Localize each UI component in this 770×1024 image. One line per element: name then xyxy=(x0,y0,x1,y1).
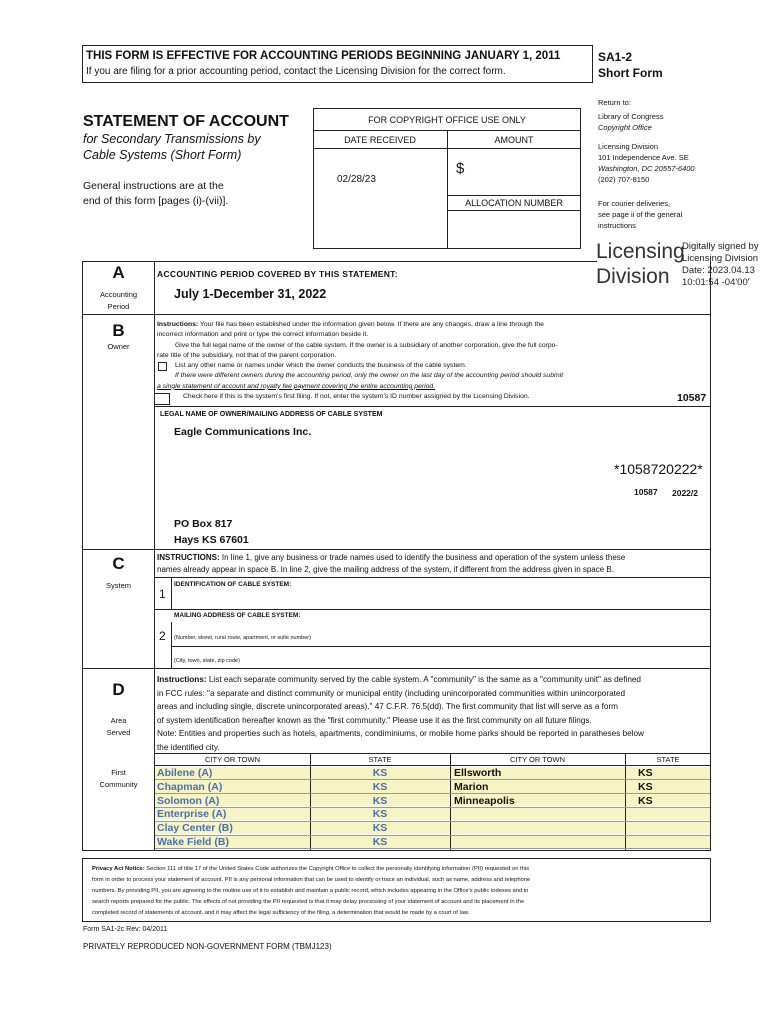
signature-signed-2: Licensing Division xyxy=(682,253,759,264)
section-b-instr-8: Check here if this is the system’s first filing. If not, enter the system’s ID number assigned by the Licensing Division. xyxy=(183,393,530,401)
section-d-instr-1: List each separate community served by the cable system. A "community" is the same as a "community unit" as defined xyxy=(206,675,641,684)
community-city: Abilene (A) xyxy=(157,767,213,779)
section-c-instr-label: INSTRUCTIONS: xyxy=(157,553,220,562)
return-licensing-division: Licensing Division xyxy=(598,142,659,151)
return-to-block xyxy=(598,97,695,231)
community-city: Ellsworth xyxy=(454,767,502,779)
signature-date: Date: 2023.04.13 xyxy=(682,265,755,276)
section-b-instr-label: Instructions: xyxy=(157,321,199,328)
signature-details xyxy=(682,241,759,289)
office-use-header: FOR COPYRIGHT OFFICE USE ONLY xyxy=(368,115,526,125)
signature-time: 10:01:54 -04'00' xyxy=(682,277,750,288)
amount-dollar: $ xyxy=(456,160,465,177)
title-sub-1: for Secondary Transmissions by xyxy=(83,132,261,146)
first-filing-checkbox[interactable] xyxy=(154,393,170,405)
section-b-instr-2: incorrect information and print or type the correct information beside it. xyxy=(157,331,369,339)
col-state-right: STATE xyxy=(656,755,680,764)
form-type: Short Form xyxy=(598,66,663,80)
courier-1: For courier deliveries, xyxy=(598,199,671,208)
privacy-line-4: search reports prepared for the public. The effects of not providing the PII requested is that it may delay processing of your statement of account and its placement in the xyxy=(92,899,525,905)
section-c-label: System xyxy=(105,581,131,590)
section-a-label-2: Period xyxy=(107,302,130,311)
page-title: STATEMENT OF ACCOUNT xyxy=(83,113,289,130)
community-city: Chapman (A) xyxy=(157,780,223,793)
community-state: KS xyxy=(372,822,388,835)
signature-signed-1: Digitally signed by xyxy=(682,241,759,252)
date-received-value: 02/28/23 xyxy=(337,174,376,185)
section-c-instr-1: In line 1, give any business or trade names used to identify the business and operation of the system unless these xyxy=(219,553,626,562)
section-c-instr-2: names already appear in space B. In line 2, give the mailing address of the system, if different from the address given in space B. xyxy=(157,564,614,574)
section-d-instructions xyxy=(157,673,644,755)
mailing-address-label: MAILING ADDRESS OF CABLE SYSTEM: xyxy=(174,612,301,619)
line-2-hint-2: (City, town, state, zip code) xyxy=(174,658,240,664)
section-c-letter: C xyxy=(112,554,125,573)
accounting-period-value: July 1-December 31, 2022 xyxy=(174,287,327,301)
community-cell-bg xyxy=(451,808,625,820)
section-b-instr-7: a single statement of account and royalty fee payment covering the entire accounting period. xyxy=(157,382,436,390)
community-cell-bg xyxy=(451,836,625,848)
section-b-instr-4: rate title of the subsidiary, not that of the parent corporation. xyxy=(157,351,337,359)
section-a-letter: A xyxy=(112,263,125,282)
system-id-number: 10587 xyxy=(677,392,707,404)
date-received-label: DATE RECEIVED xyxy=(344,135,416,145)
community-state: KS xyxy=(638,780,653,793)
community-state: KS xyxy=(372,780,388,793)
courier-3: instructions xyxy=(598,221,636,230)
community-state: KS xyxy=(372,767,388,779)
community-state: KS xyxy=(372,836,388,848)
amount-label: AMOUNT xyxy=(494,135,534,145)
community-state: KS xyxy=(372,794,388,807)
community-city: Clay Center (B) xyxy=(157,822,233,835)
return-library: Library of Congress xyxy=(598,112,664,121)
title-sub-2: Cable Systems (Short Form) xyxy=(83,148,242,162)
owner-address-1: PO Box 817 xyxy=(174,518,233,530)
community-cell-bg xyxy=(626,808,710,820)
section-b-label: Owner xyxy=(107,342,130,351)
form-code: SA1-2 xyxy=(598,50,633,64)
col-city-left: CITY OR TOWN xyxy=(204,755,260,764)
privacy-line-2: form in order to process your statement of account. PII is any personal information that can be used to identify or trace an individual, such as name, address and telephone xyxy=(92,877,531,883)
community-city: Marion xyxy=(454,780,489,793)
owner-id-small: 10587 xyxy=(634,487,658,497)
return-city: Washington, DC 20557-6400 xyxy=(598,164,695,173)
section-b-instr-1: Your file has been established under the information given below. If there are any changes, draw a line through the xyxy=(198,321,544,328)
identification-label: IDENTIFICATION OF CABLE SYSTEM: xyxy=(174,581,292,588)
community-city: Enterprise (A) xyxy=(157,808,227,821)
community-city: Solomon (A) xyxy=(157,794,220,807)
section-b-instr-3: Give the full legal name of the owner of the cable system. If the owner is a subsidiary of another corporation, give the full corpo- xyxy=(175,341,558,349)
section-d-letter: D xyxy=(112,680,125,699)
courier-2: see page ii of the general xyxy=(598,210,683,219)
prior-period-notice: If you are filing for a prior accounting period, contact the Licensing Division for the correct form. xyxy=(86,66,506,77)
privacy-label: Privacy Act Notice: xyxy=(92,866,145,872)
return-copyright-office: Copyright Office xyxy=(598,123,652,132)
owner-period-small: 2022/2 xyxy=(672,488,698,498)
return-to-label: Return to: xyxy=(598,98,631,107)
privacy-notice xyxy=(92,864,530,919)
col-city-right: CITY OR TOWN xyxy=(509,755,565,764)
barcode-text: *1058720222* xyxy=(614,461,703,477)
section-a-heading: ACCOUNTING PERIOD COVERED BY THIS STATEMENT: xyxy=(157,269,398,279)
line-2-number: 2 xyxy=(159,629,166,643)
community-state: KS xyxy=(638,794,653,807)
community-city: Minneapolis xyxy=(454,794,515,807)
community-state: KS xyxy=(372,808,388,821)
section-d-label-1: Area xyxy=(110,716,127,725)
section-b-instructions xyxy=(157,320,627,402)
first-community-label-1: First xyxy=(111,768,126,777)
section-d-instr-4: of system identification hereafter known as the "first community." Please use it as the first community on all future filings. xyxy=(157,715,592,725)
section-d-instr-3: areas and including single, discrete unincorporated areas)." 47 C.F.R. 76.5(dd). The first community that list will serve as a form xyxy=(157,702,619,712)
form-revision: Form SA1-2c Rev: 04/2011 xyxy=(83,926,168,933)
section-b-instr-6: If there were different owners during the accounting period, only the owner on the last day of the accounting period should submit xyxy=(175,372,564,380)
section-d-instr-6: the identified city. xyxy=(157,742,220,752)
col-state-left: STATE xyxy=(368,755,392,764)
allocation-number-label: ALLOCATION NUMBER xyxy=(465,198,563,208)
signature-name-1: Licensing xyxy=(596,240,685,263)
section-d-instr-label: Instructions: xyxy=(157,675,207,684)
community-city: Wake Field (B) xyxy=(157,836,229,848)
privacy-line-5: completed record of statements of account, and it may affect the legal sufficiency of the filing, a determination that would be made by a court of law. xyxy=(92,910,470,916)
general-instructions-1: General instructions are at the xyxy=(83,180,224,192)
section-c-instructions xyxy=(157,552,625,575)
community-state: KS xyxy=(638,767,653,779)
general-instructions-2: end of this form [pages (i)-(vii)]. xyxy=(83,195,229,207)
section-d-instr-2: in FCC rules: "a separate and distinct community or municipal entity (including unincorporated communities within unincorporated xyxy=(157,688,625,698)
owner-address-2: Hays KS 67601 xyxy=(174,534,249,546)
line-2-hint: (Number, street, rural route, apartment, or suite number) xyxy=(174,635,311,641)
return-phone: (202) 707-8150 xyxy=(598,175,650,184)
section-b-instr-5: List any other name or names under which the owner conducts the business of the cable system. xyxy=(175,362,467,370)
line-1-number: 1 xyxy=(159,587,166,601)
section-a-label-1: Accounting xyxy=(99,290,138,299)
section-b-letter: B xyxy=(112,321,125,340)
privacy-line-3: numbers. By providing PII, you are agreeing to the routine use of it to establish and maintain a public record, which includes appearing in the Office's public indexes and in xyxy=(92,888,529,894)
effective-notice: THIS FORM IS EFFECTIVE FOR ACCOUNTING PERIODS BEGINNING JANUARY 1, 2011 xyxy=(86,50,561,62)
other-names-checkbox[interactable] xyxy=(158,362,167,371)
section-d-instr-5: Note: Entities and properties such as hotels, apartments, condiminiums, or mobile home parks should be reported in paratheses below xyxy=(157,729,644,739)
community-cell-bg xyxy=(451,822,625,834)
owner-name: Eagle Communications Inc. xyxy=(174,426,312,438)
legal-name-label: LEGAL NAME OF OWNER/MAILING ADDRESS OF CABLE SYSTEM xyxy=(160,411,383,418)
privacy-line-1: Section 111 of title 17 of the United States Code authorizes the Copyright Office to collect the personally identifying information (PII) requested on this xyxy=(144,866,530,872)
signature-name-2: Division xyxy=(596,265,670,288)
first-community-label-2: Community xyxy=(99,780,138,789)
community-cell-bg xyxy=(626,822,710,834)
section-d-label-2: Served xyxy=(106,728,131,737)
community-cell-bg xyxy=(626,836,710,848)
return-street: 101 Independence Ave. SE xyxy=(598,153,689,162)
privately-reproduced: PRIVATELY REPRODUCED NON-GOVERNMENT FORM (TBMJ123) xyxy=(83,942,332,951)
